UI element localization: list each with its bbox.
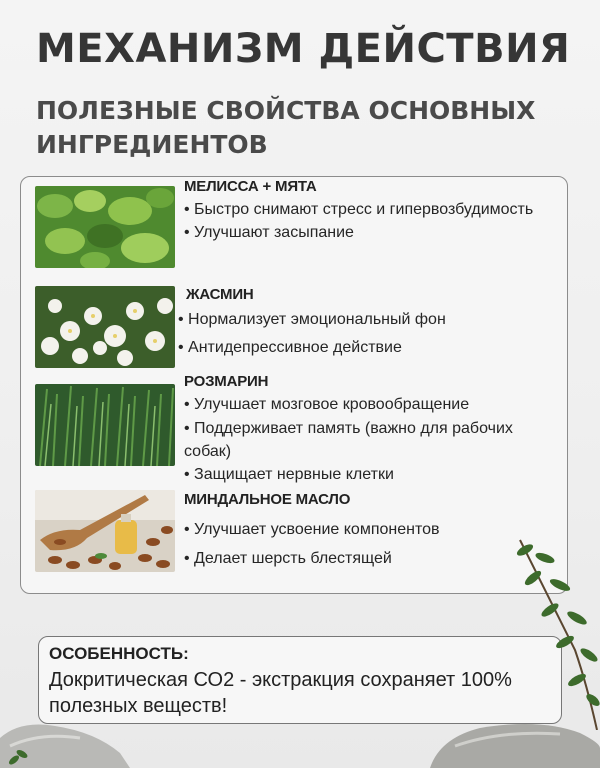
benefit-item: • Улучшают засыпание	[184, 221, 564, 244]
feature-label: ОСОБЕННОСТЬ:	[49, 644, 189, 663]
ingredient-name: ЖАСМИН	[186, 286, 254, 303]
mint-leaves-photo	[35, 186, 175, 268]
rocks-decoration	[0, 718, 600, 768]
page-title: МЕХАНИЗМ ДЕЙСТВИЯ	[36, 26, 571, 72]
ingredient-mint	[184, 178, 564, 244]
ingredient-name: МЕЛИССА + МЯТА	[184, 178, 317, 195]
ingredient-jasmine	[178, 286, 558, 362]
benefit-item: • Антидепрессивное действие	[178, 334, 558, 362]
benefit-item: • Улучшает усвоение компонентов	[184, 516, 564, 544]
ingredient-name: РОЗМАРИН	[184, 373, 269, 390]
benefit-item: • Делает шерсть блестящей	[184, 544, 564, 574]
rosemary-photo	[35, 384, 175, 466]
ingredient-rosemary	[184, 373, 564, 486]
almond-oil-photo	[35, 490, 175, 572]
feature-text: Докритическая СО2 - экстракция сохраняет 100% полезных веществ!	[49, 669, 512, 717]
benefit-item: • Быстро снимают стресс и гипервозбудимость	[184, 198, 564, 221]
ingredient-name: МИНДАЛЬНОЕ МАСЛО	[184, 491, 351, 508]
plant-branch-decoration	[505, 530, 600, 730]
page-subtitle: ПОЛЕЗНЫЕ СВОЙСТВА ОСНОВНЫХ ИНГРЕДИЕНТОВ	[36, 96, 536, 159]
benefit-item: • Улучшает мозговое кровообращение	[184, 393, 564, 416]
benefit-item: • Поддерживает память (важно для рабочих собак)	[184, 417, 564, 463]
feature-box	[38, 636, 562, 724]
benefit-item: • Защищает нервные клетки	[184, 463, 564, 486]
jasmine-flowers-photo	[35, 286, 175, 368]
benefit-item: • Нормализует эмоциональный фон	[178, 306, 558, 334]
